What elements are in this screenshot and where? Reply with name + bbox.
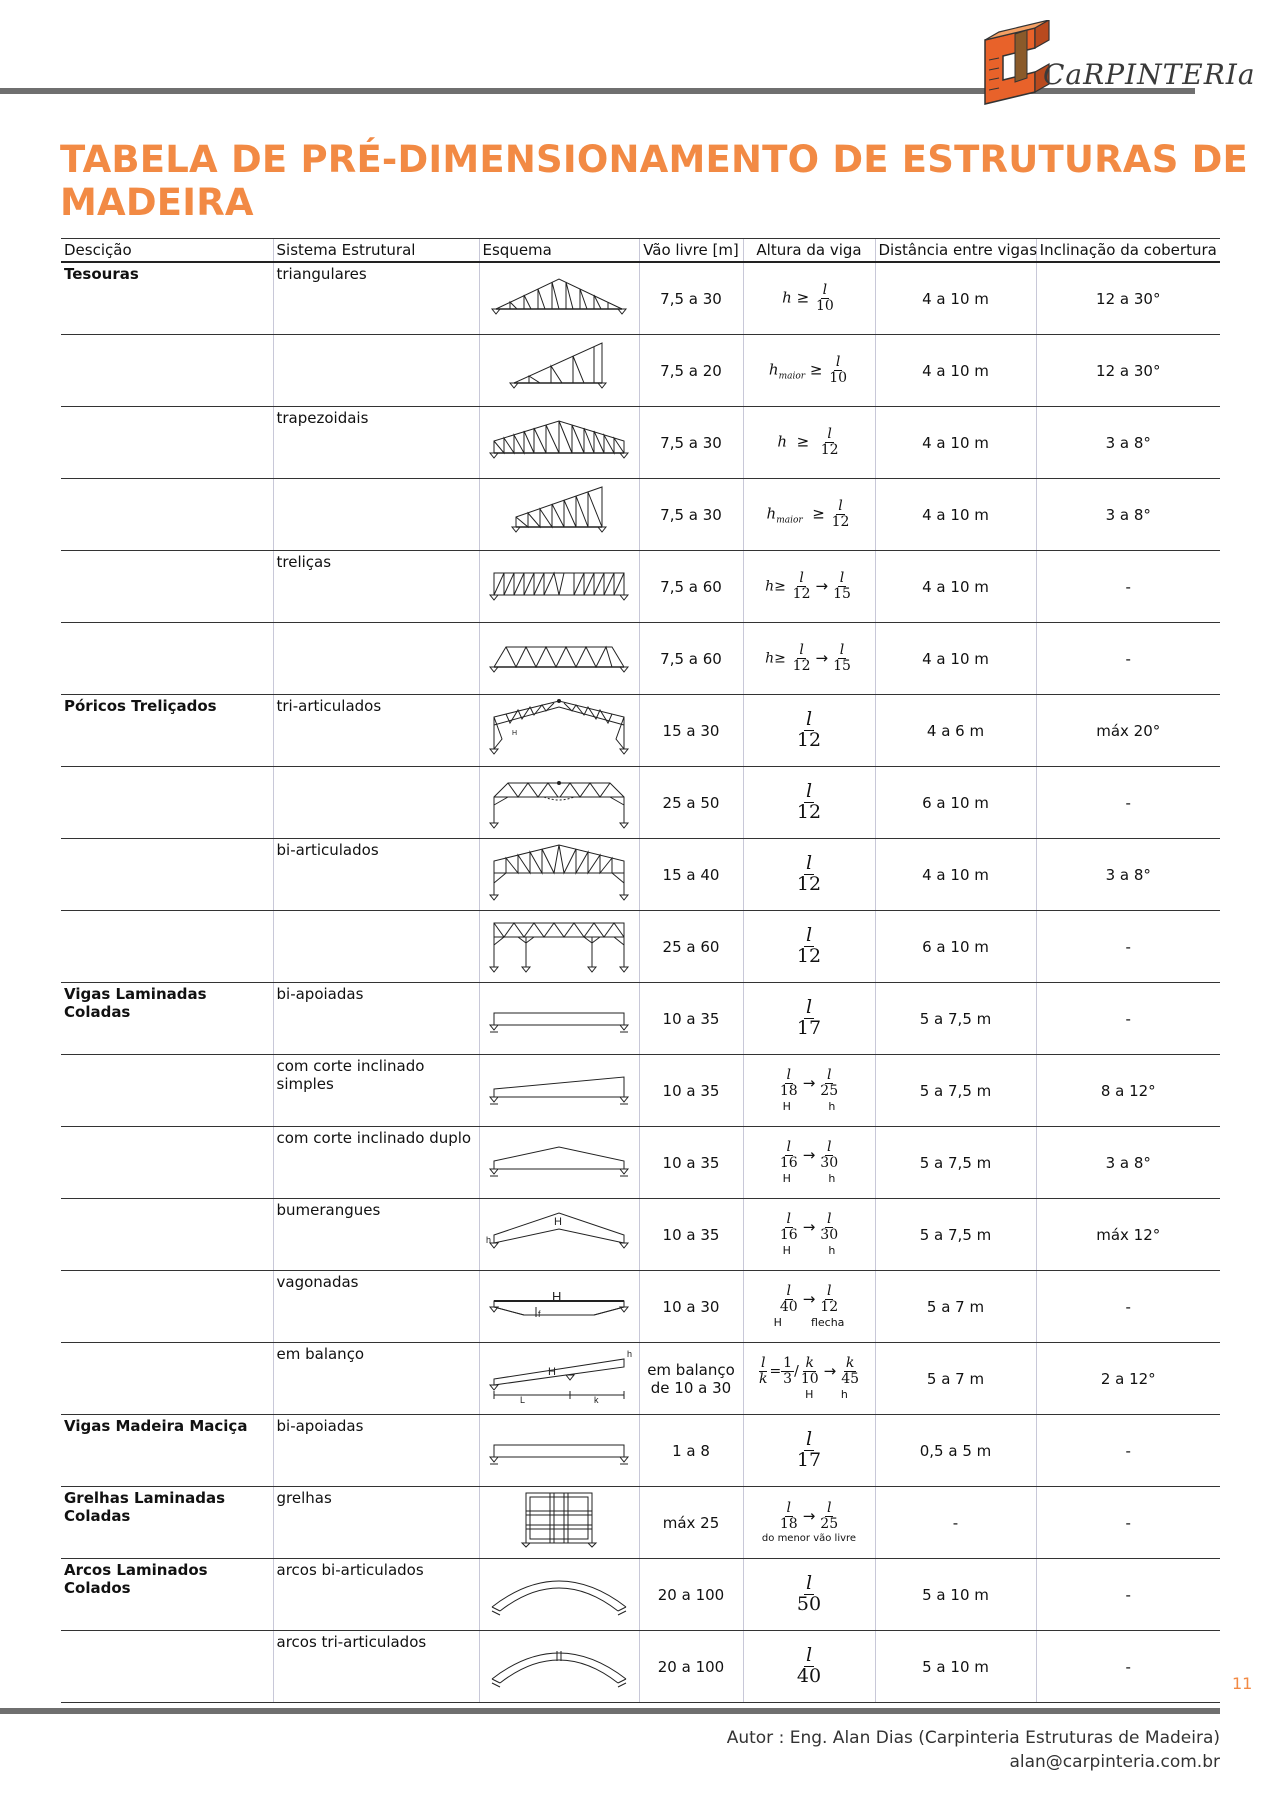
row-system: arcos bi-articulados xyxy=(273,1559,479,1631)
row-slope: 2 a 12° xyxy=(1036,1343,1220,1415)
table-row xyxy=(61,767,1220,839)
height-formula: $\frac{l}{k}$ = $\frac{1}{3}$ / $\frac{k}{10}$ → $\frac{k}{45}$ H h xyxy=(743,1343,875,1415)
row-system xyxy=(273,479,479,551)
height-formula: $\frac{l}{17}$ xyxy=(743,1415,875,1487)
multi-column-truss-diagram xyxy=(479,911,639,983)
footer-author: Autor : Eng. Alan Dias (Carpinteria Estruturas de Madeira) xyxy=(726,1728,1220,1748)
page-number: 11 xyxy=(1232,1674,1253,1693)
row-slope: - xyxy=(1036,1631,1220,1703)
row-slope: - xyxy=(1036,983,1220,1055)
row-system: vagonadas xyxy=(273,1271,479,1343)
row-distance: 5 a 10 m xyxy=(875,1631,1036,1703)
triangular-truss-diagram xyxy=(479,262,639,335)
height-formula: $h_{maior}$ ≥ $\frac{l}{10}$ xyxy=(743,335,875,407)
three-hinged-arch-truss-diagram xyxy=(479,767,639,839)
row-distance: 4 a 10 m xyxy=(875,335,1036,407)
row-distance: 6 a 10 m xyxy=(875,911,1036,983)
h-label: h xyxy=(486,1235,492,1245)
row-slope: máx 12° xyxy=(1036,1199,1220,1271)
column-header: Distância entre vigas xyxy=(875,239,1036,263)
table-row xyxy=(61,262,1220,335)
row-slope: - xyxy=(1036,1487,1220,1559)
table-row xyxy=(61,1271,1220,1343)
height-formula: $\frac{l}{40}$ xyxy=(743,1631,875,1703)
row-group xyxy=(61,407,273,479)
row-group xyxy=(61,1127,273,1199)
row-slope: 3 a 8° xyxy=(1036,407,1220,479)
row-slope: máx 20° xyxy=(1036,695,1220,767)
row-distance: - xyxy=(875,1487,1036,1559)
boomerang-beam-diagram xyxy=(479,1199,639,1271)
row-slope: 3 a 8° xyxy=(1036,479,1220,551)
row-distance: 5 a 7,5 m xyxy=(875,1127,1036,1199)
cambered-beam-diagram xyxy=(479,1271,639,1343)
row-span: máx 25 xyxy=(639,1487,743,1559)
row-group: Grelhas Laminadas Coladas xyxy=(61,1487,273,1559)
row-system: com corte inclinado duplo xyxy=(273,1127,479,1199)
row-span: 15 a 30 xyxy=(639,695,743,767)
row-distance: 5 a 7 m xyxy=(875,1271,1036,1343)
f-label: f xyxy=(538,1309,541,1319)
row-span: 10 a 35 xyxy=(639,1199,743,1271)
row-distance: 4 a 10 m xyxy=(875,407,1036,479)
column-header: Inclinação da cobertura xyxy=(1036,239,1220,263)
row-group: Póricos Treliçados xyxy=(61,695,273,767)
column-header: Vão livre [m] xyxy=(639,239,743,263)
simply-supported-beam-diagram xyxy=(479,983,639,1055)
row-distance: 4 a 10 m xyxy=(875,839,1036,911)
row-slope: 3 a 8° xyxy=(1036,839,1220,911)
grid-diagram xyxy=(479,1487,639,1559)
row-system: bi-apoiadas xyxy=(273,983,479,1055)
table-row xyxy=(61,695,1220,767)
row-system: com corte inclinado simples xyxy=(273,1055,479,1127)
row-system xyxy=(273,911,479,983)
height-formula: $\frac{l}{40}$ → $\frac{l}{12}$ H flecha xyxy=(743,1271,875,1343)
row-distance: 5 a 10 m xyxy=(875,1559,1036,1631)
row-group xyxy=(61,1271,273,1343)
table-header xyxy=(61,239,1220,263)
brand-wordmark: CaRPINTERIa xyxy=(1043,58,1256,91)
height-formula: $\frac{l}{12}$ xyxy=(743,911,875,983)
row-distance: 4 a 10 m xyxy=(875,623,1036,695)
column-header: Altura da viga xyxy=(743,239,875,263)
height-formula: $\frac{l}{17}$ xyxy=(743,983,875,1055)
row-system xyxy=(273,335,479,407)
height-formula: $\frac{l}{12}$ xyxy=(743,695,875,767)
row-slope: - xyxy=(1036,767,1220,839)
k-label: k xyxy=(594,1395,599,1405)
column-header: Descição xyxy=(61,239,273,263)
solid-wood-beam-diagram xyxy=(479,1415,639,1487)
table-row xyxy=(61,551,1220,623)
trapezoidal-truss-diagram xyxy=(479,407,639,479)
row-span: 7,5 a 30 xyxy=(639,479,743,551)
three-hinged-truss-portal-diagram xyxy=(479,695,639,767)
row-span: 7,5 a 30 xyxy=(639,262,743,335)
row-system xyxy=(273,623,479,695)
row-distance: 0,5 a 5 m xyxy=(875,1415,1036,1487)
two-hinged-arch-diagram xyxy=(479,1559,639,1631)
row-span: 10 a 35 xyxy=(639,983,743,1055)
row-group: Vigas Laminadas Coladas xyxy=(61,983,273,1055)
row-system: treliças xyxy=(273,551,479,623)
height-formula: $\frac{l}{12}$ xyxy=(743,767,875,839)
table-row xyxy=(61,335,1220,407)
row-slope: 12 a 30° xyxy=(1036,335,1220,407)
row-distance: 4 a 10 m xyxy=(875,262,1036,335)
row-span: 20 a 100 xyxy=(639,1559,743,1631)
single-taper-beam-diagram xyxy=(479,1055,639,1127)
table-row xyxy=(61,623,1220,695)
row-slope: 8 a 12° xyxy=(1036,1055,1220,1127)
row-system: bi-articulados xyxy=(273,839,479,911)
column-header: Sistema Estrutural xyxy=(273,239,479,263)
table-row xyxy=(61,839,1220,911)
row-system: tri-articulados xyxy=(273,695,479,767)
table-row xyxy=(61,1487,1220,1559)
row-slope: - xyxy=(1036,1415,1220,1487)
row-system: em balanço xyxy=(273,1343,479,1415)
L-label: L xyxy=(520,1395,526,1405)
row-span: 1 a 8 xyxy=(639,1415,743,1487)
row-system: trapezoidais xyxy=(273,407,479,479)
dimensioning-table xyxy=(61,238,1220,1703)
row-group: Arcos Laminados Colados xyxy=(61,1559,273,1631)
row-group xyxy=(61,1199,273,1271)
row-span: 25 a 60 xyxy=(639,911,743,983)
table-row xyxy=(61,479,1220,551)
row-group xyxy=(61,1631,273,1703)
row-distance: 4 a 10 m xyxy=(875,551,1036,623)
row-slope: 3 a 8° xyxy=(1036,1127,1220,1199)
row-distance: 5 a 7,5 m xyxy=(875,1055,1036,1127)
row-group xyxy=(61,911,273,983)
row-span: 7,5 a 60 xyxy=(639,551,743,623)
three-hinged-arch-diagram xyxy=(479,1631,639,1703)
H-label: H xyxy=(554,1216,562,1228)
row-group xyxy=(61,1055,273,1127)
row-system: bi-apoiadas xyxy=(273,1415,479,1487)
row-system: grelhas xyxy=(273,1487,479,1559)
row-group xyxy=(61,335,273,407)
row-group xyxy=(61,479,273,551)
height-formula: $\frac{l}{50}$ xyxy=(743,1559,875,1631)
row-group xyxy=(61,1343,273,1415)
row-distance: 6 a 10 m xyxy=(875,767,1036,839)
row-group xyxy=(61,839,273,911)
h-label: h xyxy=(627,1349,633,1359)
trapezoidal-mono-truss-diagram xyxy=(479,479,639,551)
H-label: H xyxy=(548,1366,556,1378)
row-distance: 4 a 10 m xyxy=(875,479,1036,551)
table-row xyxy=(61,911,1220,983)
height-formula: $\frac{l}{18}$ → $\frac{l}{25}$ H h xyxy=(743,1055,875,1127)
row-system xyxy=(273,767,479,839)
row-span: 15 a 40 xyxy=(639,839,743,911)
row-span: 20 a 100 xyxy=(639,1631,743,1703)
row-group xyxy=(61,623,273,695)
footer xyxy=(727,1727,1220,1775)
row-distance: 5 a 7,5 m xyxy=(875,983,1036,1055)
height-formula: $\frac{l}{16}$ → $\frac{l}{30}$ H h xyxy=(743,1127,875,1199)
row-system: triangulares xyxy=(273,262,479,335)
row-slope: 12 a 30° xyxy=(1036,262,1220,335)
height-formula: $h_{maior}$ ≥ $\frac{l}{12}$ xyxy=(743,479,875,551)
row-distance: 5 a 7 m xyxy=(875,1343,1036,1415)
mono-pitch-truss-diagram xyxy=(479,335,639,407)
height-formula: h≥ $\frac{l}{12}$ → $\frac{l}{15}$ xyxy=(743,623,875,695)
two-hinged-truss-portal-diagram xyxy=(479,839,639,911)
height-formula: h≥ $\frac{l}{12}$ → $\frac{l}{15}$ xyxy=(743,551,875,623)
height-formula: $\frac{l}{18}$ → $\frac{l}{25}$ do menor vão livre xyxy=(743,1487,875,1559)
row-span: em balanço de 10 a 30 xyxy=(639,1343,743,1415)
table-row xyxy=(61,1343,1220,1415)
table-row xyxy=(61,1055,1220,1127)
row-distance: 4 a 6 m xyxy=(875,695,1036,767)
row-slope: - xyxy=(1036,1271,1220,1343)
row-distance: 5 a 7,5 m xyxy=(875,1199,1036,1271)
row-system: arcos tri-articulados xyxy=(273,1631,479,1703)
page-title: TABELA DE PRÉ-DIMENSIONAMENTO DE ESTRUTURAS DE MADEIRA xyxy=(60,138,1249,224)
column-header: Esquema xyxy=(479,239,639,263)
row-group: Vigas Madeira Maciça xyxy=(61,1415,273,1487)
H-label: H xyxy=(552,1289,562,1304)
trapezoid-chord-truss-diagram xyxy=(479,623,639,695)
table-row xyxy=(61,1631,1220,1703)
table-row xyxy=(61,983,1220,1055)
table-row xyxy=(61,1127,1220,1199)
table-row xyxy=(61,1415,1220,1487)
height-formula: $\frac{l}{12}$ xyxy=(743,839,875,911)
row-span: 7,5 a 30 xyxy=(639,407,743,479)
parallel-chord-truss-diagram xyxy=(479,551,639,623)
table-row xyxy=(61,407,1220,479)
row-slope: - xyxy=(1036,911,1220,983)
row-slope: - xyxy=(1036,551,1220,623)
row-group xyxy=(61,551,273,623)
row-span: 10 a 30 xyxy=(639,1271,743,1343)
height-formula: h ≥ $\frac{l}{10}$ xyxy=(743,262,875,335)
height-formula: $\frac{l}{16}$ → $\frac{l}{30}$ H h xyxy=(743,1199,875,1271)
row-slope: - xyxy=(1036,1559,1220,1631)
row-span: 10 a 35 xyxy=(639,1055,743,1127)
row-span: 25 a 50 xyxy=(639,767,743,839)
row-span: 10 a 35 xyxy=(639,1127,743,1199)
row-group: Tesouras xyxy=(61,262,273,335)
double-taper-beam-diagram xyxy=(479,1127,639,1199)
table-row xyxy=(61,1559,1220,1631)
H-label: H xyxy=(512,730,518,737)
cantilever-beam-diagram xyxy=(479,1343,639,1415)
row-span: 7,5 a 60 xyxy=(639,623,743,695)
row-system: bumerangues xyxy=(273,1199,479,1271)
height-formula: h ≥ $\frac{l}{12}$ xyxy=(743,407,875,479)
table-row xyxy=(61,1199,1220,1271)
row-slope: - xyxy=(1036,623,1220,695)
row-group xyxy=(61,767,273,839)
footer-rule xyxy=(0,1708,1220,1714)
row-span: 7,5 a 20 xyxy=(639,335,743,407)
footer-email[interactable]: alan@carpinteria.com.br xyxy=(1009,1751,1220,1772)
